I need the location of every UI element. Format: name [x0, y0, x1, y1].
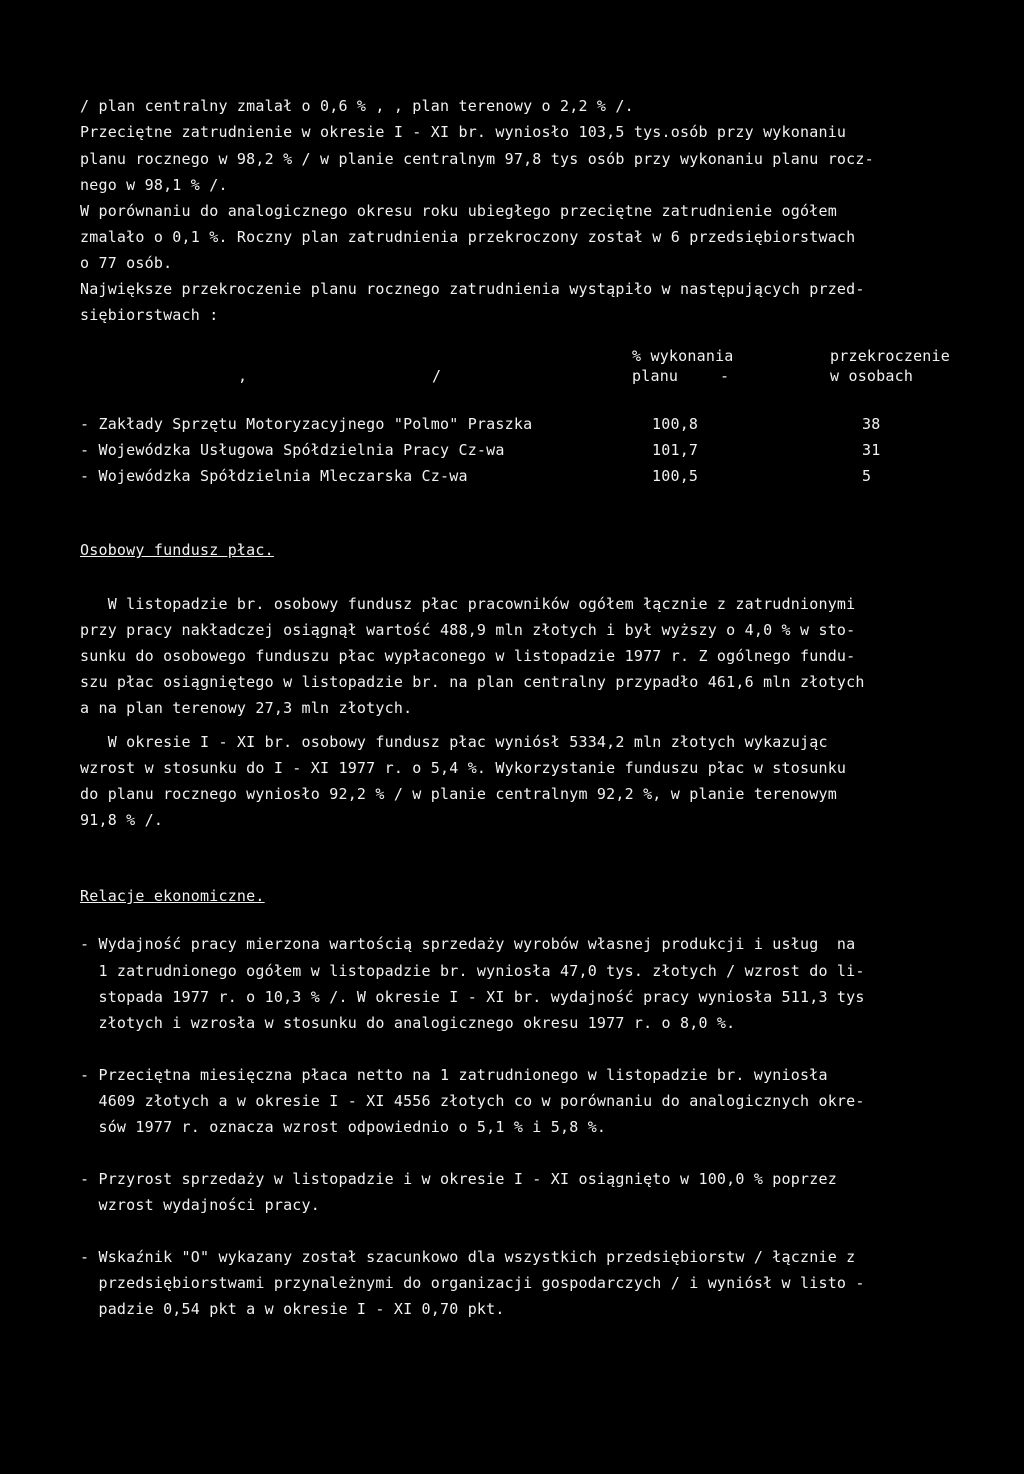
intro-line: nego w 98,1 % /.	[80, 176, 228, 194]
economic-bullet-line: stopada 1977 r. o 10,3 % /. W okresie I - XI br. wydajność pracy wyniosła 511,3 tys	[80, 988, 865, 1006]
economic-bullet-line: przedsiębiorstwami przynależnymi do organizacji gospodarczych / i wyniósł w listo -	[80, 1274, 865, 1292]
wage-fund-line: sunku do osobowego funduszu płac wypłaconego w listopadzie 1977 r. Z ogólnego fundu-	[80, 647, 856, 665]
table-row-overrun: 5	[862, 467, 872, 485]
intro-line: o 77 osób.	[80, 254, 173, 272]
economic-bullet-line: - Wskaźnik "O" wykazany został szacunkowo dla wszystkich przedsiębiorstw / łącznie z	[80, 1248, 856, 1266]
economic-bullet-line: padzie 0,54 pkt a w okresie I - XI 0,70 pkt.	[80, 1300, 505, 1318]
table-row-overrun: 31	[862, 441, 881, 459]
economic-bullet-line: - Przyrost sprzedaży w listopadzie i w okresie I - XI osiągnięto w 100,0 % poprzez	[80, 1170, 837, 1188]
wage-fund-line: przy pracy nakładczej osiągnął wartość 488,9 mln złotych i był wyższy o 4,0 % w sto-	[80, 621, 856, 639]
economic-bullet-line: 4609 złotych a w okresie I - XI 4556 złotych co w porównaniu do analogicznych okre-	[80, 1092, 865, 1110]
intro-line: zmalało o 0,1 %. Roczny plan zatrudnienia przekroczony został w 6 przedsiębiorstwach	[80, 228, 856, 246]
table-row-name: - Wojewódzka Usługowa Spółdzielnia Pracy Cz-wa	[80, 441, 505, 459]
table-header-percent-sub: planu	[632, 367, 679, 385]
wage-fund-line: 91,8 % /.	[80, 811, 164, 829]
economic-bullet-line: wzrost wydajności pracy.	[80, 1196, 320, 1214]
intro-line: Największe przekroczenie planu rocznego zatrudnienia wystąpiło w następujących przed-	[80, 280, 865, 298]
intro-line: planu rocznego w 98,2 % / w planie centralnym 97,8 tys osób przy wykonaniu planu rocz-	[80, 150, 874, 168]
table-row-percent: 100,5	[652, 467, 699, 485]
wage-fund-line: do planu rocznego wyniosło 92,2 % / w planie centralnym 92,2 %, w planie terenowym	[80, 785, 837, 803]
economic-bullet-line: - Przeciętna miesięczna płaca netto na 1 zatrudnionego w listopadzie br. wyniosła	[80, 1066, 828, 1084]
intro-line: W porównaniu do analogicznego okresu roku ubiegłego przeciętne zatrudnienie ogółem	[80, 202, 837, 220]
stray-mark: -	[720, 367, 730, 385]
economic-bullet-line: 1 zatrudnionego ogółem w listopadzie br. wyniosła 47,0 tys. złotych / wzrost do li-	[80, 962, 865, 980]
intro-line: / plan centralny zmalał o 0,6 % , , plan terenowy o 2,2 % /.	[80, 97, 634, 115]
stray-mark: /	[432, 367, 442, 385]
wage-fund-line: W okresie I - XI br. osobowy fundusz płac wyniósł 5334,2 mln złotych wykazując	[80, 733, 828, 751]
table-header-percent: % wykonania	[632, 347, 734, 365]
table-row-name: - Wojewódzka Spółdzielnia Mleczarska Cz-wa	[80, 467, 468, 485]
table-row-name: - Zakłady Sprzętu Motoryzacyjnego "Polmo" Praszka	[80, 415, 533, 433]
wage-fund-line: szu płac osiągniętego w listopadzie br. na plan centralny przypadło 461,6 mln złotych	[80, 673, 865, 691]
table-row-percent: 101,7	[652, 441, 699, 459]
table-header-overrun: przekroczenie	[830, 347, 950, 365]
section-heading-wage-fund: Osobowy fundusz płac.	[80, 541, 274, 559]
intro-line: siębiorstwach :	[80, 306, 219, 324]
economic-bullet-line: - Wydajność pracy mierzona wartością sprzedaży wyrobów własnej produkcji i usług na	[80, 935, 856, 953]
table-header-overrun-sub: w osobach	[830, 367, 914, 385]
economic-bullet-line: sów 1977 r. oznacza wzrost odpowiednio o 5,1 % i 5,8 %.	[80, 1118, 607, 1136]
economic-bullet-line: złotych i wzrosła w stosunku do analogicznego okresu 1977 r. o 8,0 %.	[80, 1014, 736, 1032]
table-row-overrun: 38	[862, 415, 881, 433]
wage-fund-line: wzrost w stosunku do I - XI 1977 r. o 5,4 %. Wykorzystanie funduszu płac w stosunku	[80, 759, 847, 777]
intro-line: Przeciętne zatrudnienie w okresie I - XI br. wyniosło 103,5 tys.osób przy wykonaniu	[80, 123, 847, 141]
table-row-percent: 100,8	[652, 415, 699, 433]
section-heading-economic-relations: Relacje ekonomiczne.	[80, 887, 265, 905]
wage-fund-line: a na plan terenowy 27,3 mln złotych.	[80, 699, 413, 717]
stray-mark: ,	[238, 367, 248, 385]
wage-fund-line: W listopadzie br. osobowy fundusz płac pracowników ogółem łącznie z zatrudnionymi	[80, 595, 856, 613]
